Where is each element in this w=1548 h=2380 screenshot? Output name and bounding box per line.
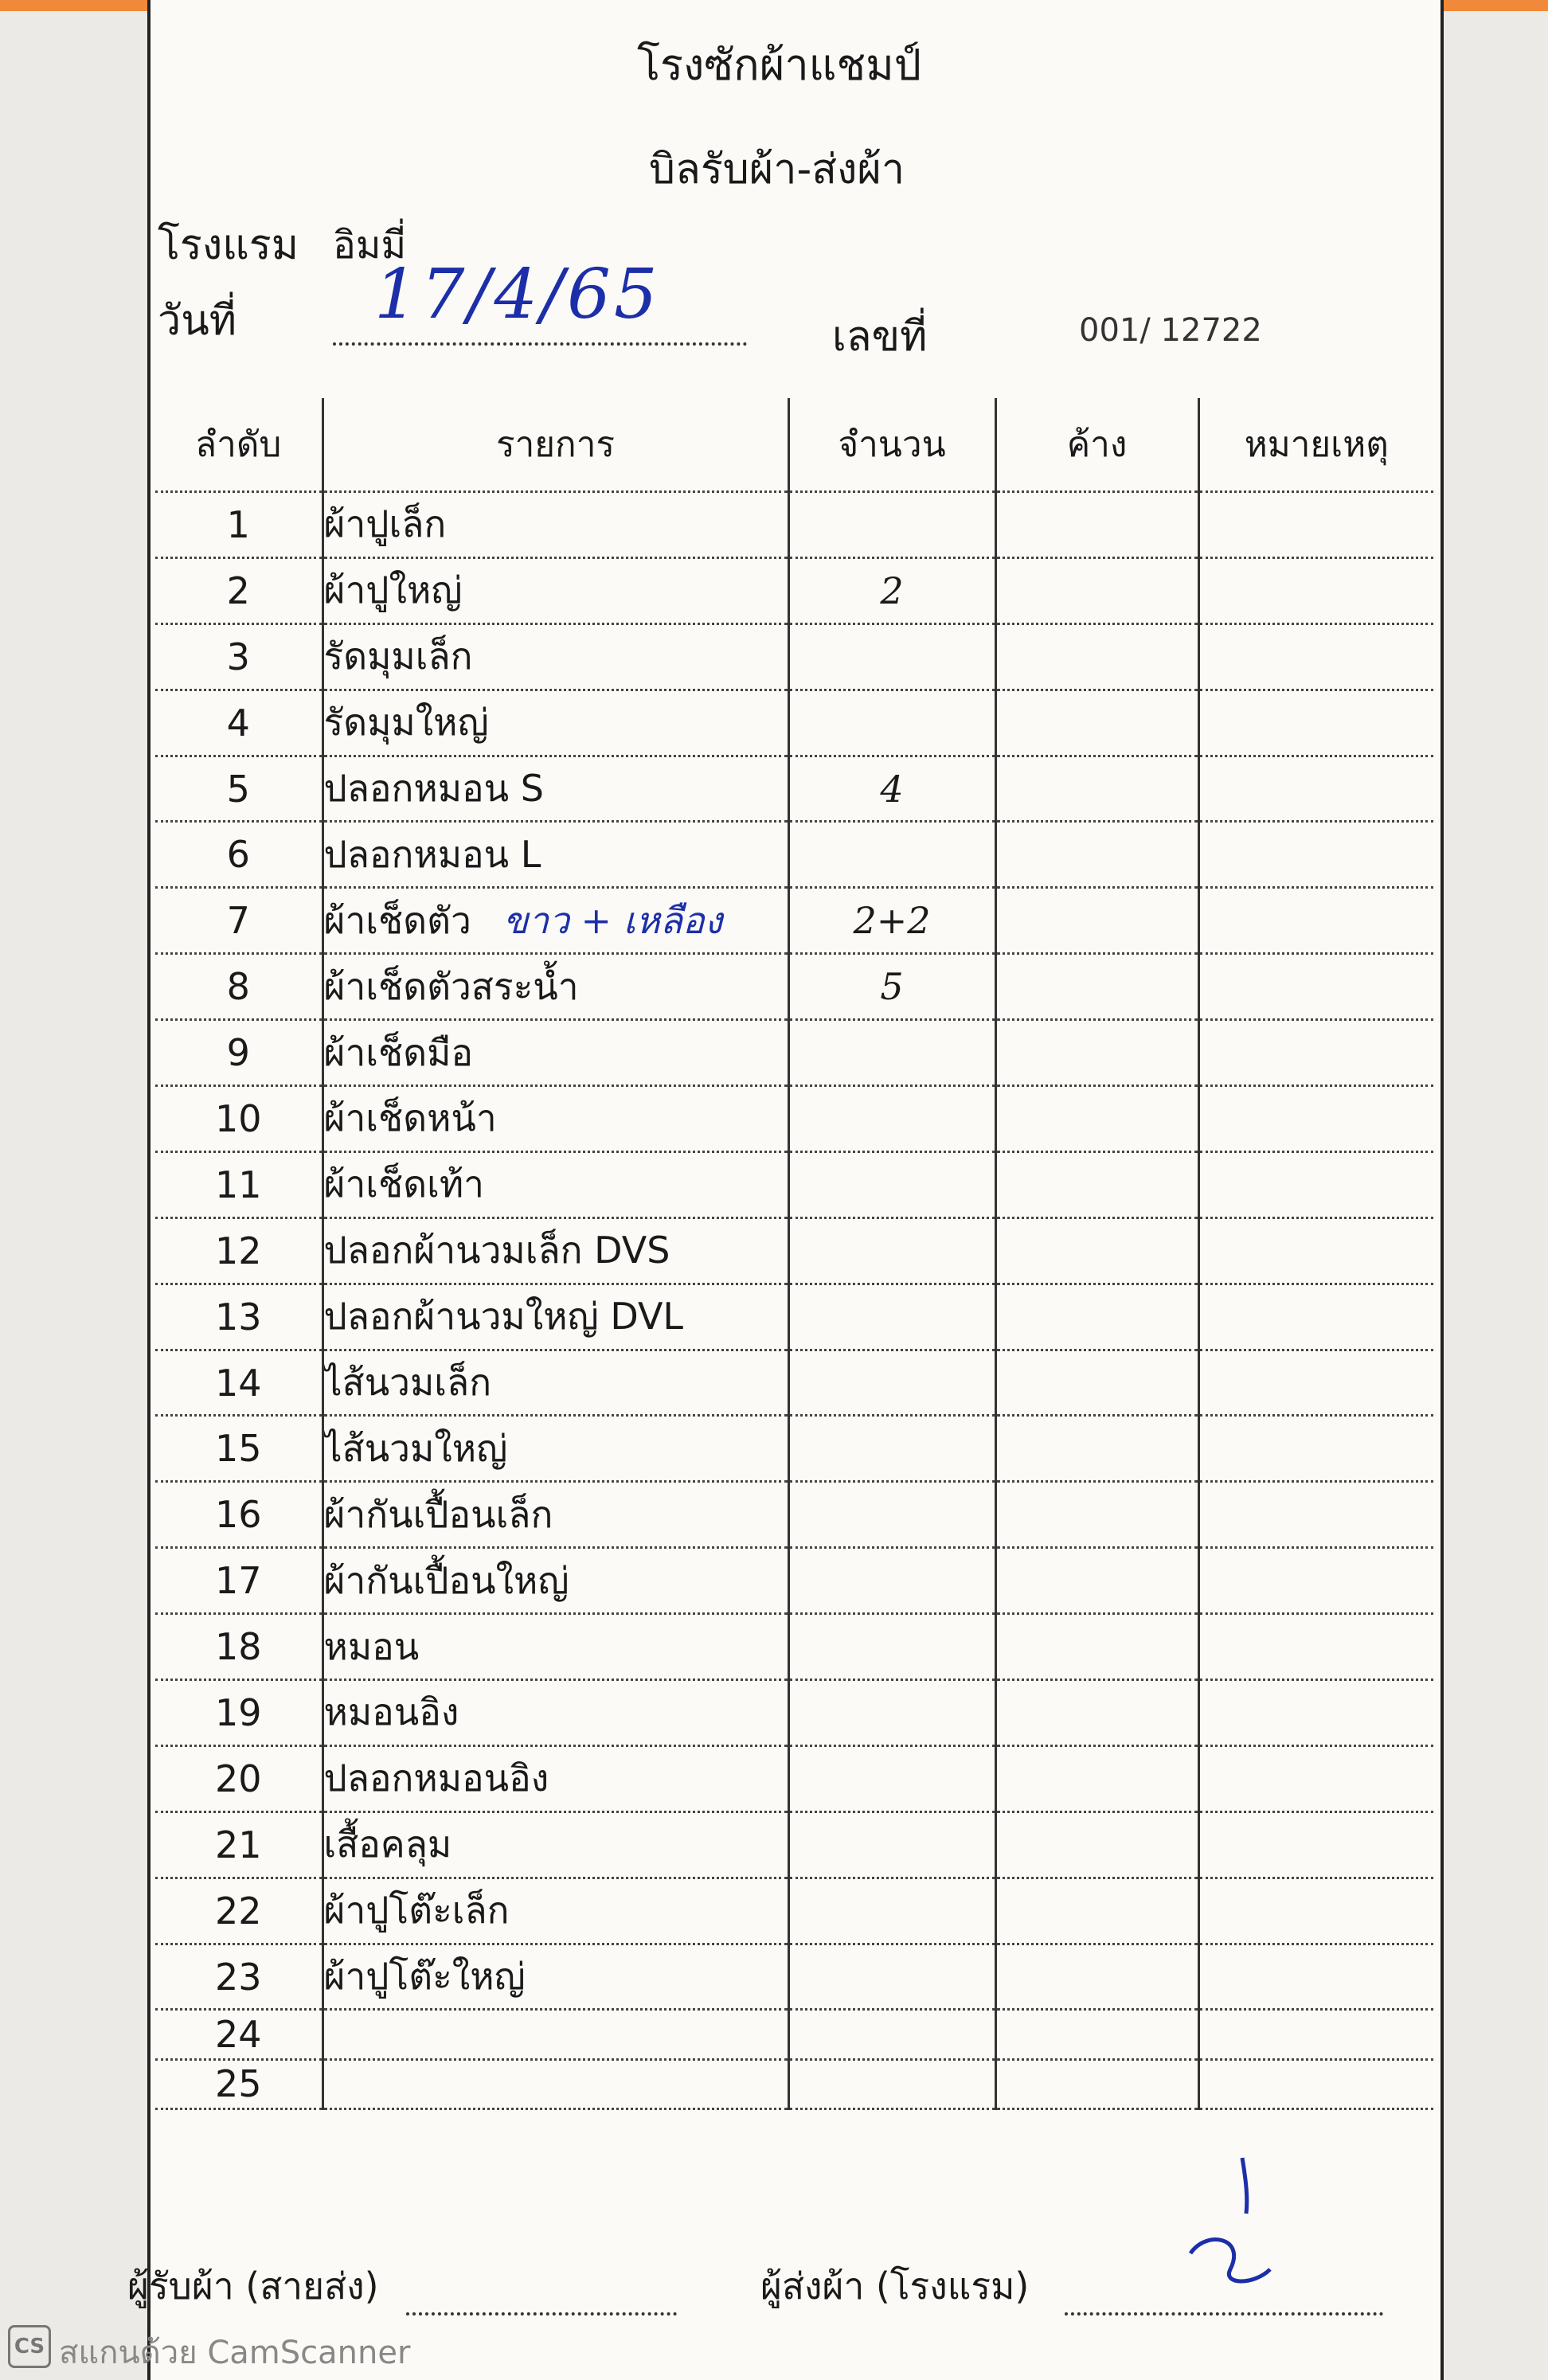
row-pending — [995, 2059, 1198, 2108]
row-item-label: ปลอกหมอน L — [323, 832, 541, 876]
row-item-label: ปลอกผ้านวมเล็ก DVS — [323, 1229, 670, 1272]
row-number: 1 — [155, 492, 322, 558]
row-item — [322, 1284, 788, 1350]
camscanner-logo: CS — [8, 2325, 51, 2368]
row-remark — [1198, 1482, 1433, 1548]
row-pending — [995, 1020, 1198, 1086]
row-qty — [788, 1878, 995, 1944]
table-row — [155, 1811, 1433, 1878]
row-qty — [788, 1811, 995, 1878]
row-item-label: ผ้ากันเปื้อนใหญ่ — [323, 1558, 569, 1602]
row-pending — [995, 1548, 1198, 1614]
row-remark — [1198, 1878, 1433, 1944]
row-item-label: ไส้นวมใหญ่ — [323, 1426, 508, 1470]
camscanner-watermark: สแกนด้วย CamScanner — [59, 2335, 411, 2371]
row-pending — [995, 1482, 1198, 1548]
row-item — [322, 822, 788, 888]
row-item — [322, 1614, 788, 1680]
row-item — [322, 1680, 788, 1746]
row-qty — [788, 1548, 995, 1614]
row-remark — [1198, 1548, 1433, 1614]
date-label: วันที่ — [158, 297, 237, 345]
row-pending — [995, 1614, 1198, 1680]
row-qty — [788, 1151, 995, 1217]
row-number: 20 — [155, 1745, 322, 1811]
row-qty — [788, 1086, 995, 1152]
table-row — [155, 1944, 1433, 2010]
row-item-label: ผ้าปูใหญ่ — [323, 569, 463, 612]
row-remark — [1198, 1350, 1433, 1416]
table-row — [155, 2059, 1433, 2108]
table-row — [155, 1548, 1433, 1614]
row-qty — [788, 623, 995, 690]
table-row — [155, 1614, 1433, 1680]
row-item-label: ผ้าปูโต๊ะใหญ่ — [323, 1955, 526, 1999]
row-item-label: ปลอกผ้านวมใหญ่ DVL — [323, 1295, 684, 1339]
row-qty — [788, 1217, 995, 1284]
row-item — [322, 1217, 788, 1284]
table-row — [155, 756, 1433, 822]
table-row — [155, 1086, 1433, 1152]
row-item-handwritten-note: ขาว + เหลือง — [502, 898, 723, 942]
col-header-qty: จำนวน — [788, 398, 995, 492]
row-remark — [1198, 2010, 1433, 2059]
row-item-label: ผ้าเช็ดตัว — [323, 898, 471, 942]
table-header-row — [155, 398, 1433, 492]
document-title: บิลรับผ้า-ส่งผ้า — [649, 146, 905, 193]
table-row — [155, 1416, 1433, 1482]
row-number: 2 — [155, 557, 322, 623]
row-number: 21 — [155, 1811, 322, 1878]
table-row — [155, 1680, 1433, 1746]
date-dotted-line — [333, 342, 747, 346]
row-item — [322, 557, 788, 623]
row-number: 3 — [155, 623, 322, 690]
table-row — [155, 1217, 1433, 1284]
row-number: 12 — [155, 1217, 322, 1284]
row-number: 24 — [155, 2010, 322, 2059]
row-number: 9 — [155, 1020, 322, 1086]
row-qty: 4 — [788, 756, 995, 822]
table-row — [155, 954, 1433, 1020]
row-number: 19 — [155, 1680, 322, 1746]
table-row — [155, 822, 1433, 888]
row-pending — [995, 822, 1198, 888]
row-item — [322, 690, 788, 756]
hotel-value: อิมมี่ — [333, 223, 407, 268]
table-row — [155, 1482, 1433, 1548]
doc-number-label: เลขที่ — [832, 313, 928, 361]
row-qty: 5 — [788, 954, 995, 1020]
col-header-remark: หมายเหตุ — [1198, 398, 1433, 492]
row-remark — [1198, 888, 1433, 954]
row-number: 11 — [155, 1151, 322, 1217]
row-remark — [1198, 1614, 1433, 1680]
row-number: 18 — [155, 1614, 322, 1680]
row-number: 10 — [155, 1086, 322, 1152]
row-pending — [995, 1284, 1198, 1350]
row-number: 6 — [155, 822, 322, 888]
row-number: 8 — [155, 954, 322, 1020]
row-pending — [995, 888, 1198, 954]
row-number: 7 — [155, 888, 322, 954]
row-remark — [1198, 1811, 1433, 1878]
row-item-label: ผ้าเช็ดตัวสระน้ำ — [323, 964, 579, 1008]
row-pending — [995, 1416, 1198, 1482]
row-qty — [788, 1416, 995, 1482]
row-item — [322, 756, 788, 822]
col-header-pending: ค้าง — [995, 398, 1198, 492]
receiver-signature-line — [406, 2312, 677, 2316]
sender-signature-field — [760, 2257, 1383, 2316]
row-remark — [1198, 492, 1433, 558]
row-remark — [1198, 822, 1433, 888]
row-pending — [995, 1217, 1198, 1284]
row-qty — [788, 822, 995, 888]
row-item — [322, 888, 788, 954]
row-item-label: รัดมุมใหญ่ — [323, 701, 489, 744]
sender-signature-line — [1065, 2312, 1383, 2316]
row-item-label: ผ้าเช็ดมือ — [323, 1030, 474, 1074]
row-pending — [995, 1086, 1198, 1152]
row-pending — [995, 954, 1198, 1020]
row-qty — [788, 1680, 995, 1746]
row-pending — [995, 1745, 1198, 1811]
receiver-signature-field — [127, 2257, 677, 2316]
table-row — [155, 2010, 1433, 2059]
row-remark — [1198, 1416, 1433, 1482]
table-row — [155, 1745, 1433, 1811]
row-item — [322, 2059, 788, 2108]
row-item — [322, 623, 788, 690]
receiver-label: ผู้รับผ้า (สายส่ง) — [127, 2265, 379, 2308]
row-item-label: เสื้อคลุม — [323, 1823, 452, 1866]
row-remark — [1198, 1284, 1433, 1350]
row-item — [322, 1151, 788, 1217]
table-row — [155, 1284, 1433, 1350]
row-item-label: ผ้าเช็ดหน้า — [323, 1096, 497, 1140]
row-item — [322, 1020, 788, 1086]
col-header-item: รายการ — [322, 398, 788, 492]
row-pending — [995, 1811, 1198, 1878]
row-item — [322, 1944, 788, 2010]
row-remark — [1198, 1020, 1433, 1086]
row-number: 5 — [155, 756, 322, 822]
row-number: 23 — [155, 1944, 322, 2010]
row-pending — [995, 2010, 1198, 2059]
row-remark — [1198, 1745, 1433, 1811]
row-item — [322, 492, 788, 558]
row-remark — [1198, 1680, 1433, 1746]
items-table-wrapper — [155, 398, 1433, 2110]
table-row — [155, 492, 1433, 558]
row-remark — [1198, 954, 1433, 1020]
row-remark — [1198, 557, 1433, 623]
sender-label: ผู้ส่งผ้า (โรงแรม) — [760, 2265, 1030, 2308]
row-pending — [995, 1350, 1198, 1416]
row-item — [322, 2010, 788, 2059]
row-remark — [1198, 623, 1433, 690]
row-item — [322, 954, 788, 1020]
row-qty — [788, 1944, 995, 2010]
row-pending — [995, 557, 1198, 623]
row-item — [322, 1482, 788, 1548]
row-qty: 2 — [788, 557, 995, 623]
row-qty — [788, 1482, 995, 1548]
row-qty: 2+2 — [788, 888, 995, 954]
row-qty — [788, 492, 995, 558]
row-item — [322, 1350, 788, 1416]
row-pending — [995, 1944, 1198, 2010]
row-remark — [1198, 1217, 1433, 1284]
row-item — [322, 1416, 788, 1482]
row-item-label: รัดมุมเล็ก — [323, 635, 473, 678]
row-pending — [995, 1680, 1198, 1746]
items-table — [155, 398, 1433, 2110]
row-qty — [788, 1284, 995, 1350]
company-name: โรงซักผ้าแชมป์ — [637, 40, 922, 90]
row-pending — [995, 756, 1198, 822]
row-item — [322, 1086, 788, 1152]
row-item-label: ผ้ากันเปื้อนเล็ก — [323, 1492, 553, 1536]
row-remark — [1198, 1944, 1433, 2010]
row-number: 17 — [155, 1548, 322, 1614]
row-qty — [788, 1350, 995, 1416]
row-remark — [1198, 2059, 1433, 2108]
row-pending — [995, 492, 1198, 558]
row-qty — [788, 2059, 995, 2108]
table-row — [155, 557, 1433, 623]
row-remark — [1198, 756, 1433, 822]
row-number: 16 — [155, 1482, 322, 1548]
row-item-label: ผ้าเช็ดเท้า — [323, 1163, 484, 1206]
table-row — [155, 1020, 1433, 1086]
row-remark — [1198, 690, 1433, 756]
row-qty — [788, 690, 995, 756]
row-item-label: ปลอกหมอนอิง — [323, 1757, 549, 1800]
row-pending — [995, 1151, 1198, 1217]
row-item — [322, 1878, 788, 1944]
row-item-label: ปลอกหมอน S — [323, 767, 544, 810]
date-value-handwritten: 17/4/65 — [374, 255, 661, 334]
row-number: 22 — [155, 1878, 322, 1944]
row-item-label: ผ้าปูโต๊ะเล็ก — [323, 1889, 510, 1933]
row-number: 4 — [155, 690, 322, 756]
row-item-label: ผ้าปูเล็ก — [323, 502, 447, 546]
sender-signature-mark — [1167, 2150, 1286, 2301]
table-row — [155, 623, 1433, 690]
table-row — [155, 1878, 1433, 1944]
row-pending — [995, 1878, 1198, 1944]
row-number: 15 — [155, 1416, 322, 1482]
row-qty — [788, 1745, 995, 1811]
row-qty — [788, 1614, 995, 1680]
row-pending — [995, 690, 1198, 756]
doc-number-value: 001/ 12722 — [1079, 312, 1262, 349]
row-item — [322, 1811, 788, 1878]
table-body — [155, 492, 1433, 2109]
row-remark — [1198, 1086, 1433, 1152]
row-item-label: หมอนอิง — [323, 1690, 459, 1734]
row-item — [322, 1745, 788, 1811]
row-item-label: หมอน — [323, 1624, 420, 1668]
row-pending — [995, 623, 1198, 690]
row-number: 14 — [155, 1350, 322, 1416]
col-header-no: ลำดับ — [155, 398, 322, 492]
row-remark — [1198, 1151, 1433, 1217]
table-row — [155, 888, 1433, 954]
row-item — [322, 1548, 788, 1614]
table-row — [155, 1151, 1433, 1217]
row-number: 25 — [155, 2059, 322, 2108]
row-qty — [788, 2010, 995, 2059]
row-qty — [788, 1020, 995, 1086]
table-row — [155, 1350, 1433, 1416]
row-item-label: ไส้นวมเล็ก — [323, 1361, 492, 1405]
table-row — [155, 690, 1433, 756]
row-number: 13 — [155, 1284, 322, 1350]
hotel-label: โรงแรม — [158, 221, 299, 269]
